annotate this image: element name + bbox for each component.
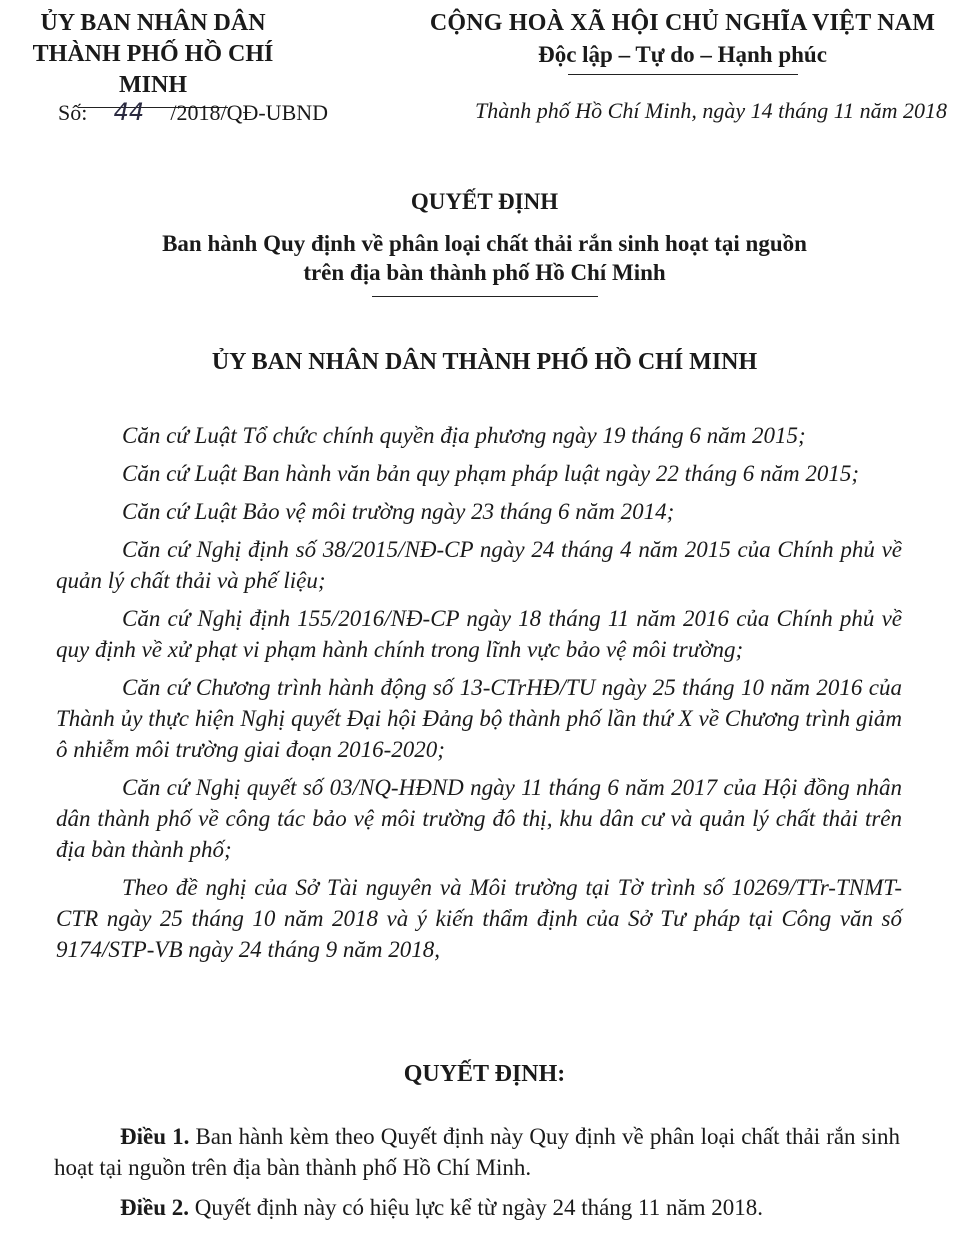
article-2-label: Điều 2. (120, 1195, 189, 1220)
legal-basis-item: Theo đề nghị của Sở Tài nguyên và Môi trường tại Tờ trình số 10269/TTr-TNMT-CTR ngày 25 tháng 10 năm 2018 và ý kiến thẩm định của Sở Tư pháp tại Công văn số 9174/STP-VB ngày 24 tháng 9 năm 2018, (56, 875, 902, 962)
place-and-date: Thành phố Hồ Chí Minh, ngày 14 tháng 11 năm 2018 (475, 98, 947, 123)
issuer-heading: ỦY BAN NHÂN DÂN THÀNH PHỐ HỒ CHÍ MINH (211, 349, 758, 375)
legal-basis-item: Căn cứ Nghị định số 38/2015/NĐ-CP ngày 24 tháng 4 năm 2015 của Chính phủ về quản lý chất thải và phế liệu; (56, 537, 902, 593)
subtitle-line-1: Ban hành Quy định về phân loại chất thải rắn sinh hoạt tại nguồn (162, 231, 807, 256)
article-2-text: Quyết định này có hiệu lực kể từ ngày 24 tháng 11 năm 2018. (194, 1195, 764, 1220)
legal-basis-item: Căn cứ Luật Tổ chức chính quyền địa phương ngày 19 tháng 6 năm 2015; (122, 423, 806, 448)
document-title: QUYẾT ĐỊNH (410, 189, 559, 214)
agency-line-1: ỦY BAN NHÂN DÂN (40, 10, 266, 36)
legal-basis-item: Căn cứ Nghị định 155/2016/NĐ-CP ngày 18 tháng 11 năm 2016 của Chính phủ về quy định về xử phạt vi phạm hành chính trong lĩnh vực bảo vệ môi trường; (56, 606, 902, 662)
decision-heading: QUYẾT ĐỊNH: (403, 1061, 566, 1087)
article-1-label: Điều 1. (120, 1124, 190, 1149)
motto-underline (568, 74, 798, 75)
legal-basis-item: Căn cứ Nghị quyết số 03/NQ-HĐND ngày 11 tháng 6 năm 2017 của Hội đồng nhân dân thành phố về công tác bảo vệ môi trường đô thị, khu dân cư và quản lý chất thải trên địa bàn thành phố; (56, 775, 902, 862)
number-suffix: /2018/QĐ-UBND (170, 100, 329, 125)
legal-basis-item: Căn cứ Chương trình hành động số 13-CTrHĐ/TU ngày 25 tháng 10 năm 2016 của Thành ủy thực hiện Nghị quyết Đại hội Đảng bộ thành phố lần thứ X về Chương trình giảm ô nhiễm môi trường giai đoạn 2016-2020; (56, 675, 902, 762)
national-motto-block (405, 8, 960, 75)
legal-basis-item: Căn cứ Luật Bảo vệ môi trường ngày 23 tháng 6 năm 2014; (122, 499, 675, 524)
national-motto: Độc lập – Tự do – Hạnh phúc (538, 42, 827, 67)
agency-line-2: THÀNH PHỐ HỒ CHÍ MINH (32, 41, 274, 98)
article-1 (54, 1121, 900, 1183)
subtitle-line-2: trên địa bàn thành phố Hồ Chí Minh (303, 260, 666, 285)
issuing-agency-block (18, 8, 288, 108)
document-subtitle (0, 229, 969, 297)
legal-basis-section (56, 420, 902, 972)
article-1-text: Ban hành kèm theo Quyết định này Quy định về phân loại chất thải rắn sinh hoạt tại nguồn trên địa bàn thành phố Hồ Chí Minh. (54, 1124, 900, 1180)
document-number (58, 98, 328, 126)
number-prefix: Số: (58, 100, 88, 125)
subtitle-underline (372, 296, 598, 297)
handwritten-number: 44 (113, 98, 145, 126)
legal-basis-item: Căn cứ Luật Ban hành văn bản quy phạm pháp luật ngày 22 tháng 6 năm 2015; (122, 461, 859, 486)
nation-name: CỘNG HOÀ XÃ HỘI CHỦ NGHĨA VIỆT NAM (429, 10, 936, 36)
articles-section (54, 1121, 900, 1232)
article-2 (54, 1192, 900, 1223)
